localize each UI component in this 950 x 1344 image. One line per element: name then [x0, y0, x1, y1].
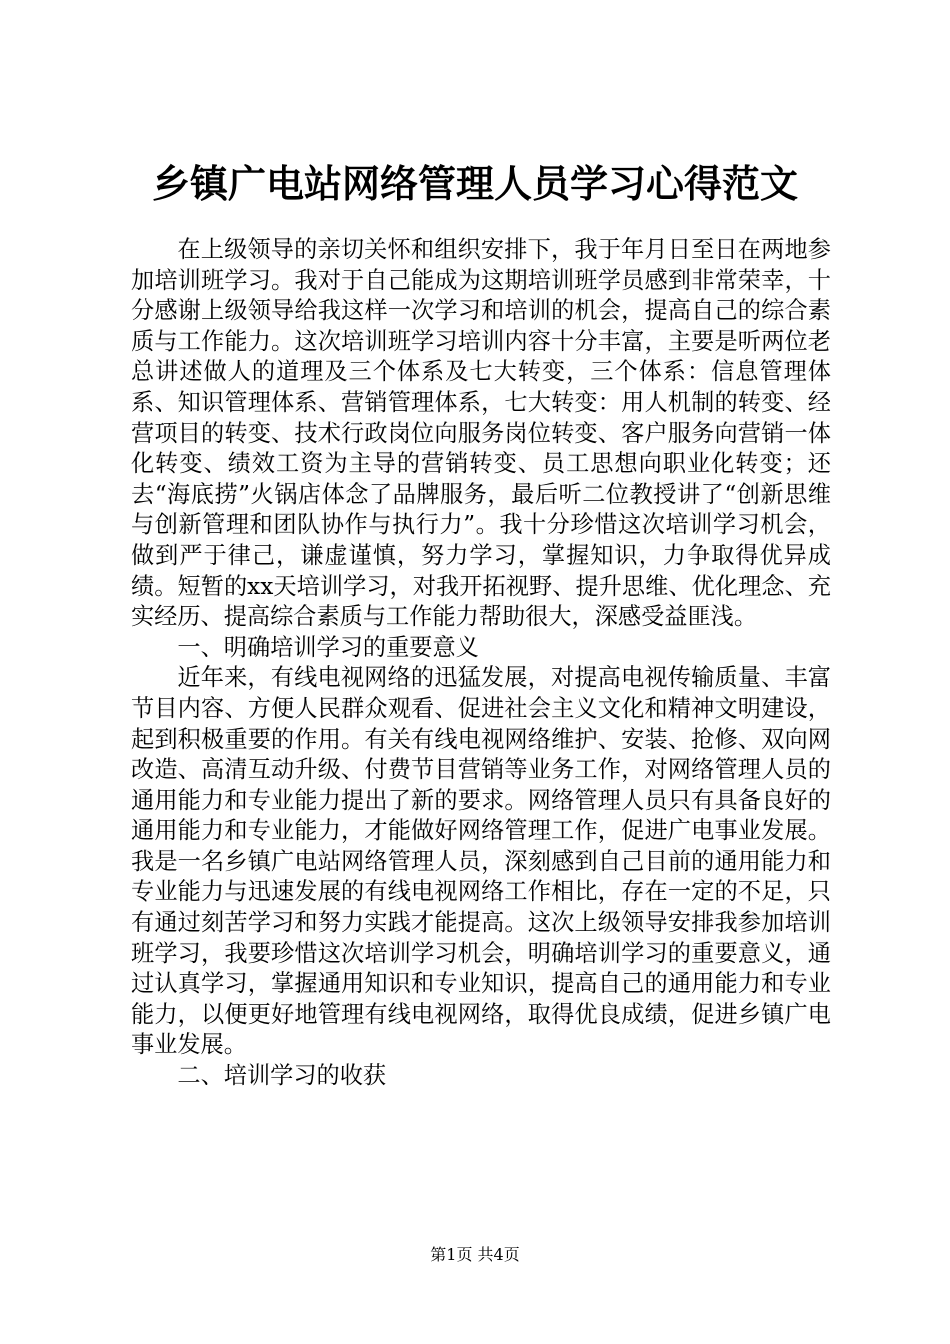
document-body	[131, 235, 831, 1092]
page-footer: 第1页 共4页	[430, 1245, 520, 1264]
section-heading-1: 一、明确培训学习的重要意义	[177, 633, 479, 661]
document-title: 乡镇广电站网络管理人员学习心得范文	[151, 161, 798, 206]
paragraph-intro: 在上级领导的亲切关怀和组织安排下，我于年月日至日在两地参加培训班学习。我对于自己能成为这期培训班学员感到非常荣幸，十分感谢上级领导给我这样一次学习和培训的机会，提高自己的综合素质与工作能力。这次培训班学习培训内容十分丰富，主要是听两位老总讲述做人的道理及三个体系及七大转变，三个体系：信息管理体系、知识管理体系、营销管理体系，七大转变：用人机制的转变、经营项目的转变、技术行政岗位向服务岗位转变、客户服务向营销一体化转变、绩效工资为主导的营销转变、员工思想向职业化转变；还去“海底捞”火锅店体念了品牌服务，最后听二位教授讲了“创新思维与创新管理和团队协作与执行力”。我十分珍惜这次培训学习机会，做到严于律己，谦虚谨慎，努力学习，掌握知识，力争取得优异成绩。短暂的xx天培训学习，对我开拓视野、提升思维、优化理念、充实经历、提高综合素质与工作能力帮助很大，深感受益匪浅。	[131, 236, 831, 631]
paragraph-section-1: 近年来，有线电视网络的迅猛发展，对提高电视传输质量、丰富节目内容、方便人民群众观看、促进社会主义文化和精神文明建设，起到积极重要的作用。有关有线电视网络维护、安装、抢修、双向网改造、高清互动升级、付费节目营销等业务工作，对网络管理人员的通用能力和专业能力提出了新的要求。网络管理人员只有具备良好的通用能力和专业能力，才能做好网络管理工作，促进广电事业发展。我是一名乡镇广电站网络管理人员，深刻感到自己目前的通用能力和专业能力与迅速发展的有线电视网络工作相比，存在一定的不足，只有通过刻苦学习和努力实践才能提高。这次上级领导安排我参加培训班学习，我要珍惜这次培训学习机会，明确培训学习的重要意义，通过认真学习，掌握通用知识和专业知识，提高自己的通用能力和专业能力，以便更好地管理有线电视网络，取得优良成绩，促进乡镇广电事业发展。	[131, 664, 831, 1059]
section-heading-2: 二、培训学习的收获	[177, 1062, 387, 1090]
